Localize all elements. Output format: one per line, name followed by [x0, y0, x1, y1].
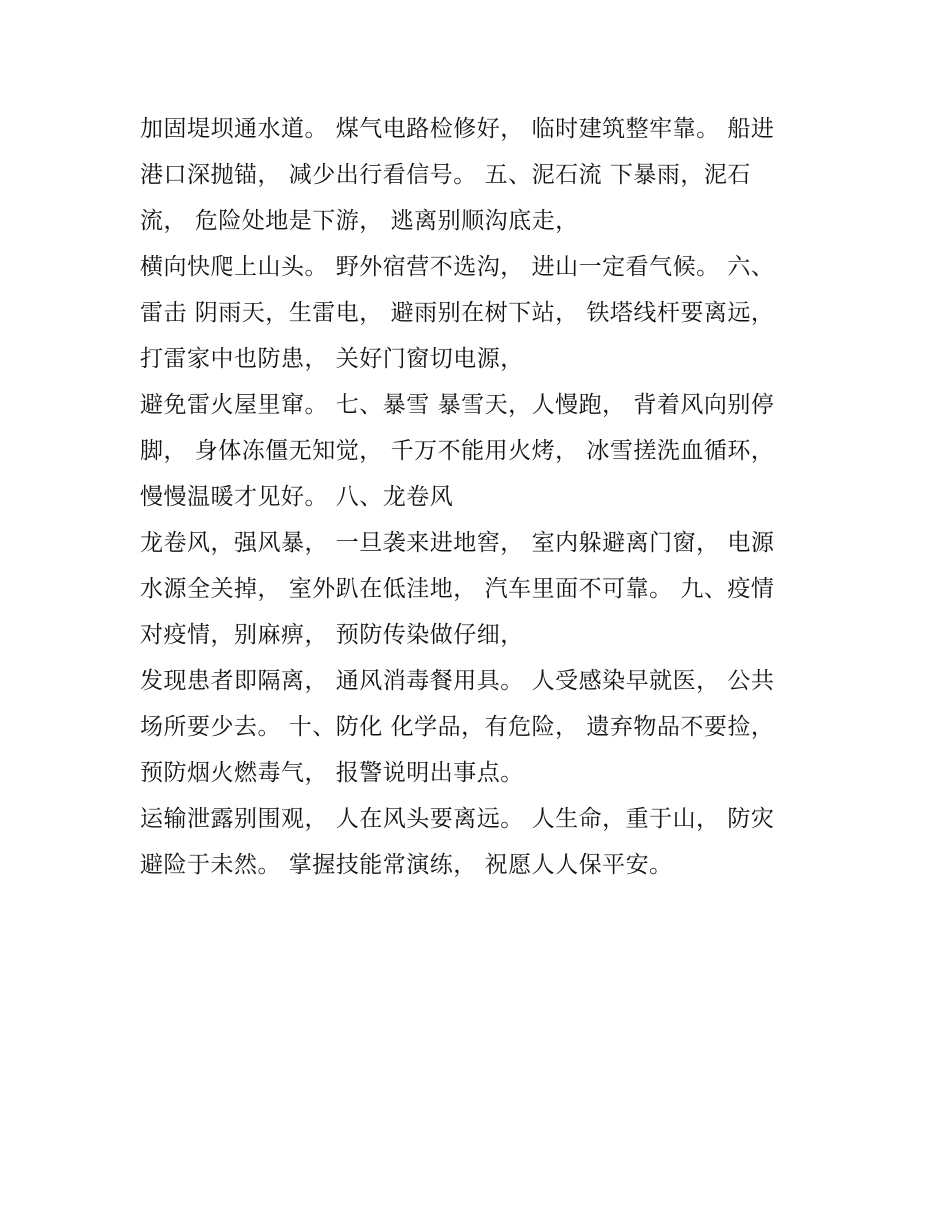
- text-line: 发现患者即隔离， 通风消毒餐用具。 人受感染早就医， 公共: [140, 668, 775, 694]
- text-line: 打雷家中也防患， 关好门窗切电源，: [140, 346, 524, 372]
- text-line: 加固堤坝通水道。 煤气电路检修好， 临时建筑整牢靠。 船进: [140, 116, 775, 142]
- text-line: 避免雷火屋里窜。 七、暴雪 暴雪天，人慢跑， 背着风向别停: [140, 392, 775, 418]
- text-line: 脚， 身体冻僵无知觉， 千万不能用火烤， 冰雪搓洗血循环，: [140, 438, 775, 464]
- text-line: 流， 危险处地是下游， 逃离别顺沟底走，: [140, 208, 579, 234]
- text-line: 横向快爬上山头。 野外宿营不选沟， 进山一定看气候。 六、: [140, 254, 775, 280]
- text-line: 港口深抛锚， 减少出行看信号。 五、泥石流 下暴雨，泥石: [140, 162, 751, 188]
- text-line: 对疫情，别麻痹， 预防传染做仔细，: [140, 622, 524, 648]
- text-line: 龙卷风，强风暴， 一旦袭来进地窖， 室内躲避离门窗， 电源: [140, 530, 775, 556]
- text-line: 避险于未然。 掌握技能常演练， 祝愿人人保平安。: [140, 852, 673, 878]
- text-line: 预防烟火燃毒气， 报警说明出事点。: [140, 760, 524, 786]
- text-line: 水源全关掉， 室外趴在低洼地， 汽车里面不可靠。 九、疫情: [140, 576, 775, 602]
- text-line: 运输泄露别围观， 人在风头要离远。 人生命，重于山， 防灾: [140, 806, 775, 832]
- text-line: 场所要少去。 十、防化 化学品，有危险， 遗弃物品不要捡，: [140, 714, 775, 740]
- body-text: [140, 106, 840, 888]
- text-line: 雷击 阴雨天，生雷电， 避雨别在树下站， 铁塔线杆要离远，: [140, 300, 775, 326]
- text-line: 慢慢温暖才见好。 八、龙卷风: [140, 484, 454, 510]
